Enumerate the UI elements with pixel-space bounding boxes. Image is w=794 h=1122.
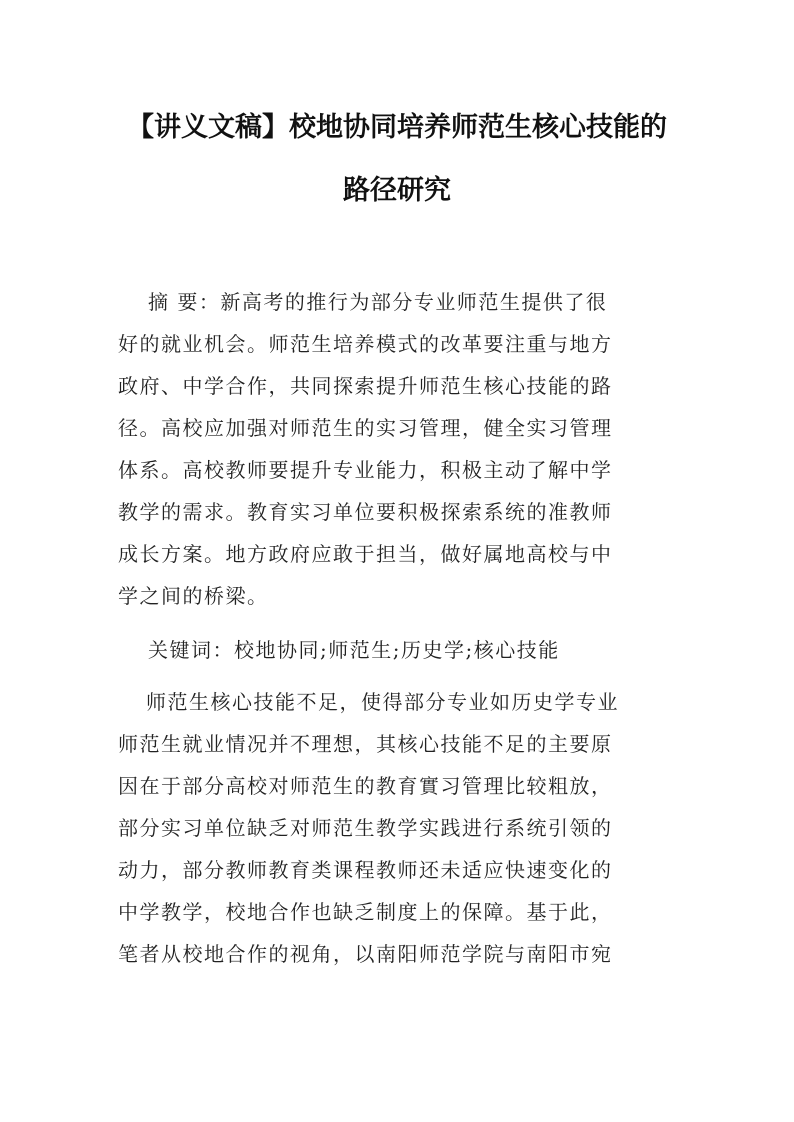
body-line: 师范生就业情况并不理想，其核心技能不足的主要原: [118, 732, 613, 756]
abstract-line: 教学的需求。教育实习单位要积极探索系统的准教师: [118, 500, 613, 524]
abstract-line: 体系。高校教师要提升专业能力，积极主动了解中学: [118, 458, 613, 482]
abstract-line: 成长方案。地方政府应敢于担当，做好属地高校与中: [118, 542, 613, 566]
abstract-line: 政府、中学合作，共同探索提升师范生核心技能的路: [118, 374, 613, 398]
body-line: 笔者从校地合作的视角，以南阳师范学院与南阳市宛: [118, 942, 613, 966]
document-title-line-1: 【讲义文稿】校地协同培养师范生核心技能的: [127, 112, 667, 143]
body-line: 中学教学，校地合作也缺乏制度上的保障。基于此，: [118, 900, 613, 924]
body-line: 动力，部分教师教育类课程教师还未适应快速变化的: [118, 858, 613, 882]
abstract-line: 学之间的桥梁。: [118, 584, 269, 608]
body-line: 部分实习单位缺乏对师范生教学实践进行系统引领的: [118, 816, 613, 840]
document-title-line-2: 路径研究: [343, 175, 451, 206]
abstract-line: 好的就业机会。师范生培养模式的改革要注重与地方: [118, 332, 613, 356]
abstract-line: 摘 要：新高考的推行为部分专业师范生提供了很: [148, 290, 608, 314]
body-line: 因在于部分高校对师范生的教育實习管理比较粗放，: [118, 774, 613, 798]
keywords-line: 关键词：校地协同;师范生;历史学;核心技能: [148, 638, 560, 662]
body-line: 师范生核心技能不足，使得部分专业如历史学专业: [146, 690, 619, 714]
abstract-line: 径。高校应加强对师范生的实习管理，健全实习管理: [118, 416, 613, 440]
